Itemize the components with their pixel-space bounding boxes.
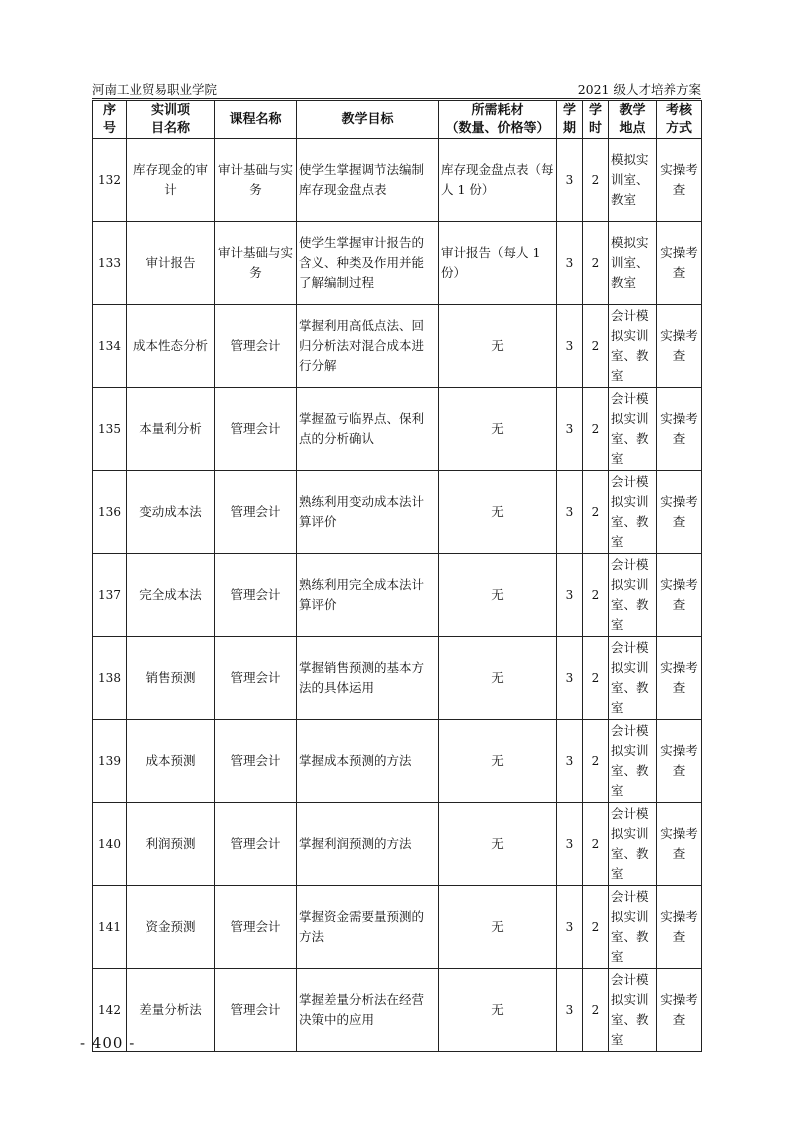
- cell-assessment: 实操考查: [657, 139, 702, 222]
- cell-hours: 2: [583, 471, 609, 554]
- cell-hours: 2: [583, 886, 609, 969]
- table-row: [93, 554, 702, 637]
- cell-location: 模拟实训室、教室: [609, 139, 657, 222]
- cell-assessment: 实操考查: [657, 886, 702, 969]
- cell-no: 140: [93, 803, 127, 886]
- document-title: 2021 级人才培养方案: [577, 82, 701, 97]
- cell-assessment: 实操考查: [657, 720, 702, 803]
- cell-term: 3: [557, 637, 583, 720]
- table-row: [93, 471, 702, 554]
- cell-hours: 2: [583, 554, 609, 637]
- cell-materials: 无: [439, 471, 557, 554]
- cell-no: 132: [93, 139, 127, 222]
- cell-location: 模拟实训室、教室: [609, 222, 657, 305]
- cell-assessment: 实操考查: [657, 305, 702, 388]
- cell-hours: 2: [583, 637, 609, 720]
- table-row: [93, 222, 702, 305]
- cell-course: 管理会计: [215, 471, 297, 554]
- cell-objective: 掌握成本预测的方法: [297, 720, 439, 803]
- col-header-term: 学 期: [557, 101, 583, 139]
- cell-objective: 掌握利用高低点法、回归分析法对混合成本进行分解: [297, 305, 439, 388]
- table-row: [93, 969, 702, 1052]
- col-header-objective: 教学目标: [297, 101, 439, 139]
- cell-project: 成本预测: [127, 720, 215, 803]
- cell-course: 管理会计: [215, 803, 297, 886]
- cell-assessment: 实操考查: [657, 969, 702, 1052]
- cell-objective: 掌握利润预测的方法: [297, 803, 439, 886]
- cell-project: 审计报告: [127, 222, 215, 305]
- cell-assessment: 实操考查: [657, 803, 702, 886]
- cell-objective: 掌握盈亏临界点、保利点的分析确认: [297, 388, 439, 471]
- cell-materials: 库存现金盘点表（每人 1 份）: [439, 139, 557, 222]
- cell-assessment: 实操考查: [657, 388, 702, 471]
- cell-no: 136: [93, 471, 127, 554]
- cell-location: 会计模拟实训室、教室: [609, 637, 657, 720]
- cell-hours: 2: [583, 222, 609, 305]
- col-header-course: 课程名称: [215, 101, 297, 139]
- cell-hours: 2: [583, 305, 609, 388]
- cell-objective: 使学生掌握审计报告的含义、种类及作用并能了解编制过程: [297, 222, 439, 305]
- cell-objective: 熟练利用变动成本法计算评价: [297, 471, 439, 554]
- cell-hours: 2: [583, 139, 609, 222]
- cell-term: 3: [557, 471, 583, 554]
- cell-materials: 无: [439, 803, 557, 886]
- cell-term: 3: [557, 305, 583, 388]
- cell-no: 133: [93, 222, 127, 305]
- cell-materials: 无: [439, 554, 557, 637]
- cell-location: 会计模拟实训室、教室: [609, 388, 657, 471]
- cell-no: 135: [93, 388, 127, 471]
- cell-term: 3: [557, 886, 583, 969]
- cell-course: 审计基础与实务: [215, 222, 297, 305]
- cell-course: 管理会计: [215, 720, 297, 803]
- cell-term: 3: [557, 803, 583, 886]
- cell-hours: 2: [583, 803, 609, 886]
- cell-no: 137: [93, 554, 127, 637]
- header-rule: [92, 98, 701, 99]
- cell-course: 审计基础与实务: [215, 139, 297, 222]
- cell-assessment: 实操考查: [657, 637, 702, 720]
- cell-hours: 2: [583, 720, 609, 803]
- col-header-location: 教学 地点: [609, 101, 657, 139]
- cell-term: 3: [557, 554, 583, 637]
- table-row: [93, 886, 702, 969]
- cell-materials: 无: [439, 637, 557, 720]
- cell-course: 管理会计: [215, 388, 297, 471]
- cell-objective: 掌握资金需要量预测的方法: [297, 886, 439, 969]
- cell-objective: 熟练利用完全成本法计算评价: [297, 554, 439, 637]
- table-row: [93, 305, 702, 388]
- table-row: [93, 803, 702, 886]
- table-row: [93, 637, 702, 720]
- cell-hours: 2: [583, 388, 609, 471]
- cell-location: 会计模拟实训室、教室: [609, 471, 657, 554]
- col-header-hours: 学 时: [583, 101, 609, 139]
- cell-term: 3: [557, 969, 583, 1052]
- cell-project: 变动成本法: [127, 471, 215, 554]
- col-header-project: 实训项 目名称: [127, 101, 215, 139]
- cell-location: 会计模拟实训室、教室: [609, 554, 657, 637]
- cell-assessment: 实操考查: [657, 471, 702, 554]
- cell-materials: 无: [439, 388, 557, 471]
- cell-no: 141: [93, 886, 127, 969]
- cell-assessment: 实操考查: [657, 222, 702, 305]
- cell-project: 本量利分析: [127, 388, 215, 471]
- cell-project: 销售预测: [127, 637, 215, 720]
- cell-location: 会计模拟实训室、教室: [609, 720, 657, 803]
- cell-assessment: 实操考查: [657, 554, 702, 637]
- table-row: [93, 139, 702, 222]
- cell-no: 138: [93, 637, 127, 720]
- cell-project: 完全成本法: [127, 554, 215, 637]
- cell-materials: 无: [439, 886, 557, 969]
- cell-objective: 掌握销售预测的基本方法的具体运用: [297, 637, 439, 720]
- cell-course: 管理会计: [215, 886, 297, 969]
- cell-term: 3: [557, 720, 583, 803]
- cell-materials: 无: [439, 305, 557, 388]
- cell-project: 成本性态分析: [127, 305, 215, 388]
- training-plan-table: [92, 100, 702, 1052]
- col-header-no: 序 号: [93, 101, 127, 139]
- page-number: - 400 -: [80, 1034, 136, 1052]
- cell-term: 3: [557, 222, 583, 305]
- cell-materials: 审计报告（每人 1 份）: [439, 222, 557, 305]
- cell-objective: 使学生掌握调节法编制库存现金盘点表: [297, 139, 439, 222]
- col-header-assessment: 考核 方式: [657, 101, 702, 139]
- school-name: 河南工业贸易职业学院: [92, 82, 218, 97]
- table-body: [93, 139, 702, 1052]
- col-header-materials: 所需耗材 （数量、价格等）: [439, 101, 557, 139]
- cell-project: 库存现金的审计: [127, 139, 215, 222]
- cell-no: 142: [93, 969, 127, 1052]
- cell-hours: 2: [583, 969, 609, 1052]
- cell-term: 3: [557, 388, 583, 471]
- cell-course: 管理会计: [215, 969, 297, 1052]
- cell-location: 会计模拟实训室、教室: [609, 969, 657, 1052]
- cell-no: 134: [93, 305, 127, 388]
- cell-project: 资金预测: [127, 886, 215, 969]
- cell-course: 管理会计: [215, 637, 297, 720]
- cell-location: 会计模拟实训室、教室: [609, 305, 657, 388]
- cell-project: 利润预测: [127, 803, 215, 886]
- cell-term: 3: [557, 139, 583, 222]
- cell-location: 会计模拟实训室、教室: [609, 803, 657, 886]
- table-header-row: [93, 101, 702, 139]
- cell-no: 139: [93, 720, 127, 803]
- table-row: [93, 388, 702, 471]
- cell-course: 管理会计: [215, 305, 297, 388]
- cell-materials: 无: [439, 969, 557, 1052]
- cell-project: 差量分析法: [127, 969, 215, 1052]
- cell-materials: 无: [439, 720, 557, 803]
- cell-location: 会计模拟实训室、教室: [609, 886, 657, 969]
- cell-course: 管理会计: [215, 554, 297, 637]
- cell-objective: 掌握差量分析法在经营决策中的应用: [297, 969, 439, 1052]
- table-row: [93, 720, 702, 803]
